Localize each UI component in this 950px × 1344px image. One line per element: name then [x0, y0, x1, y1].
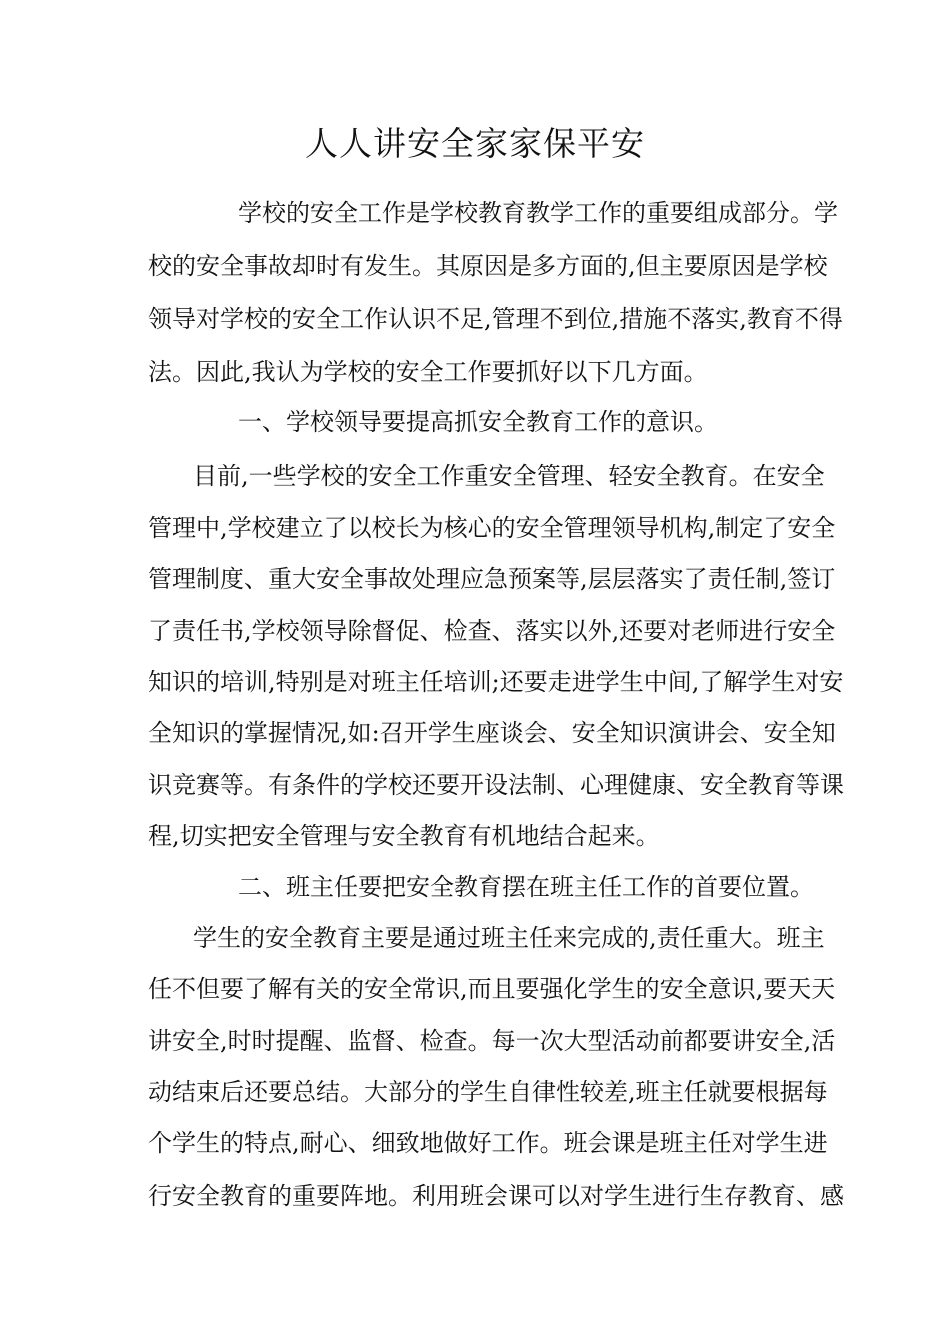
- paragraph-line: 领导对学校的安全工作认识不足,管理不到位,措施不落实,教育不得: [148, 305, 843, 333]
- paragraph-line: 法。因此,我认为学校的安全工作要抓好以下几方面。: [148, 358, 708, 386]
- document-title: 人人讲安全家家保平安: [305, 124, 645, 163]
- paragraph-line: 校的安全事故却时有发生。其原因是多方面的,但主要原因是学校: [148, 252, 828, 280]
- paragraph-line: 识竞赛等。有条件的学校还要开设法制、心理健康、安全教育等课: [148, 771, 844, 799]
- paragraph-line: 了责任书,学校领导除督促、检查、落实以外,还要对老师进行安全: [148, 617, 836, 645]
- paragraph-line: 学生的安全教育主要是通过班主任来完成的,责任重大。班主: [193, 924, 825, 952]
- paragraph-line: 动结束后还要总结。大部分的学生自律性较差,班主任就要根据每: [148, 1078, 828, 1106]
- paragraph-line: 任不但要了解有关的安全常识,而且要强化学生的安全意识,要天天: [148, 975, 836, 1003]
- paragraph-line: 管理中,学校建立了以校长为核心的安全管理领导机构,制定了安全: [148, 514, 836, 542]
- paragraph-line: 行安全教育的重要阵地。利用班会课可以对学生进行生存教育、感: [148, 1182, 844, 1210]
- paragraph-line: 目前,一些学校的安全工作重安全管理、轻安全教育。在安全: [193, 462, 825, 490]
- paragraph-line: 管理制度、重大安全事故处理应急预案等,层层落实了责任制,签订: [148, 565, 836, 593]
- paragraph-line: 学校的安全工作是学校教育教学工作的重要组成部分。学: [238, 199, 838, 227]
- section-heading: 一、学校领导要提高抓安全教育工作的意识。: [238, 408, 718, 436]
- paragraph-line: 全知识的掌握情况,如:召开学生座谈会、安全知识演讲会、安全知: [148, 719, 836, 747]
- section-heading: 二、班主任要把安全教育摆在班主任工作的首要位置。: [238, 873, 814, 901]
- paragraph-line: 讲安全,时时提醒、监督、检查。每一次大型活动前都要讲安全,活: [148, 1027, 836, 1055]
- paragraph-line: 个学生的特点,耐心、细致地做好工作。班会课是班主任对学生进: [148, 1129, 828, 1157]
- paragraph-line: 程,切实把安全管理与安全教育有机地结合起来。: [148, 822, 660, 850]
- paragraph-line: 知识的培训,特别是对班主任培训;还要走进学生中间,了解学生对安: [148, 668, 844, 696]
